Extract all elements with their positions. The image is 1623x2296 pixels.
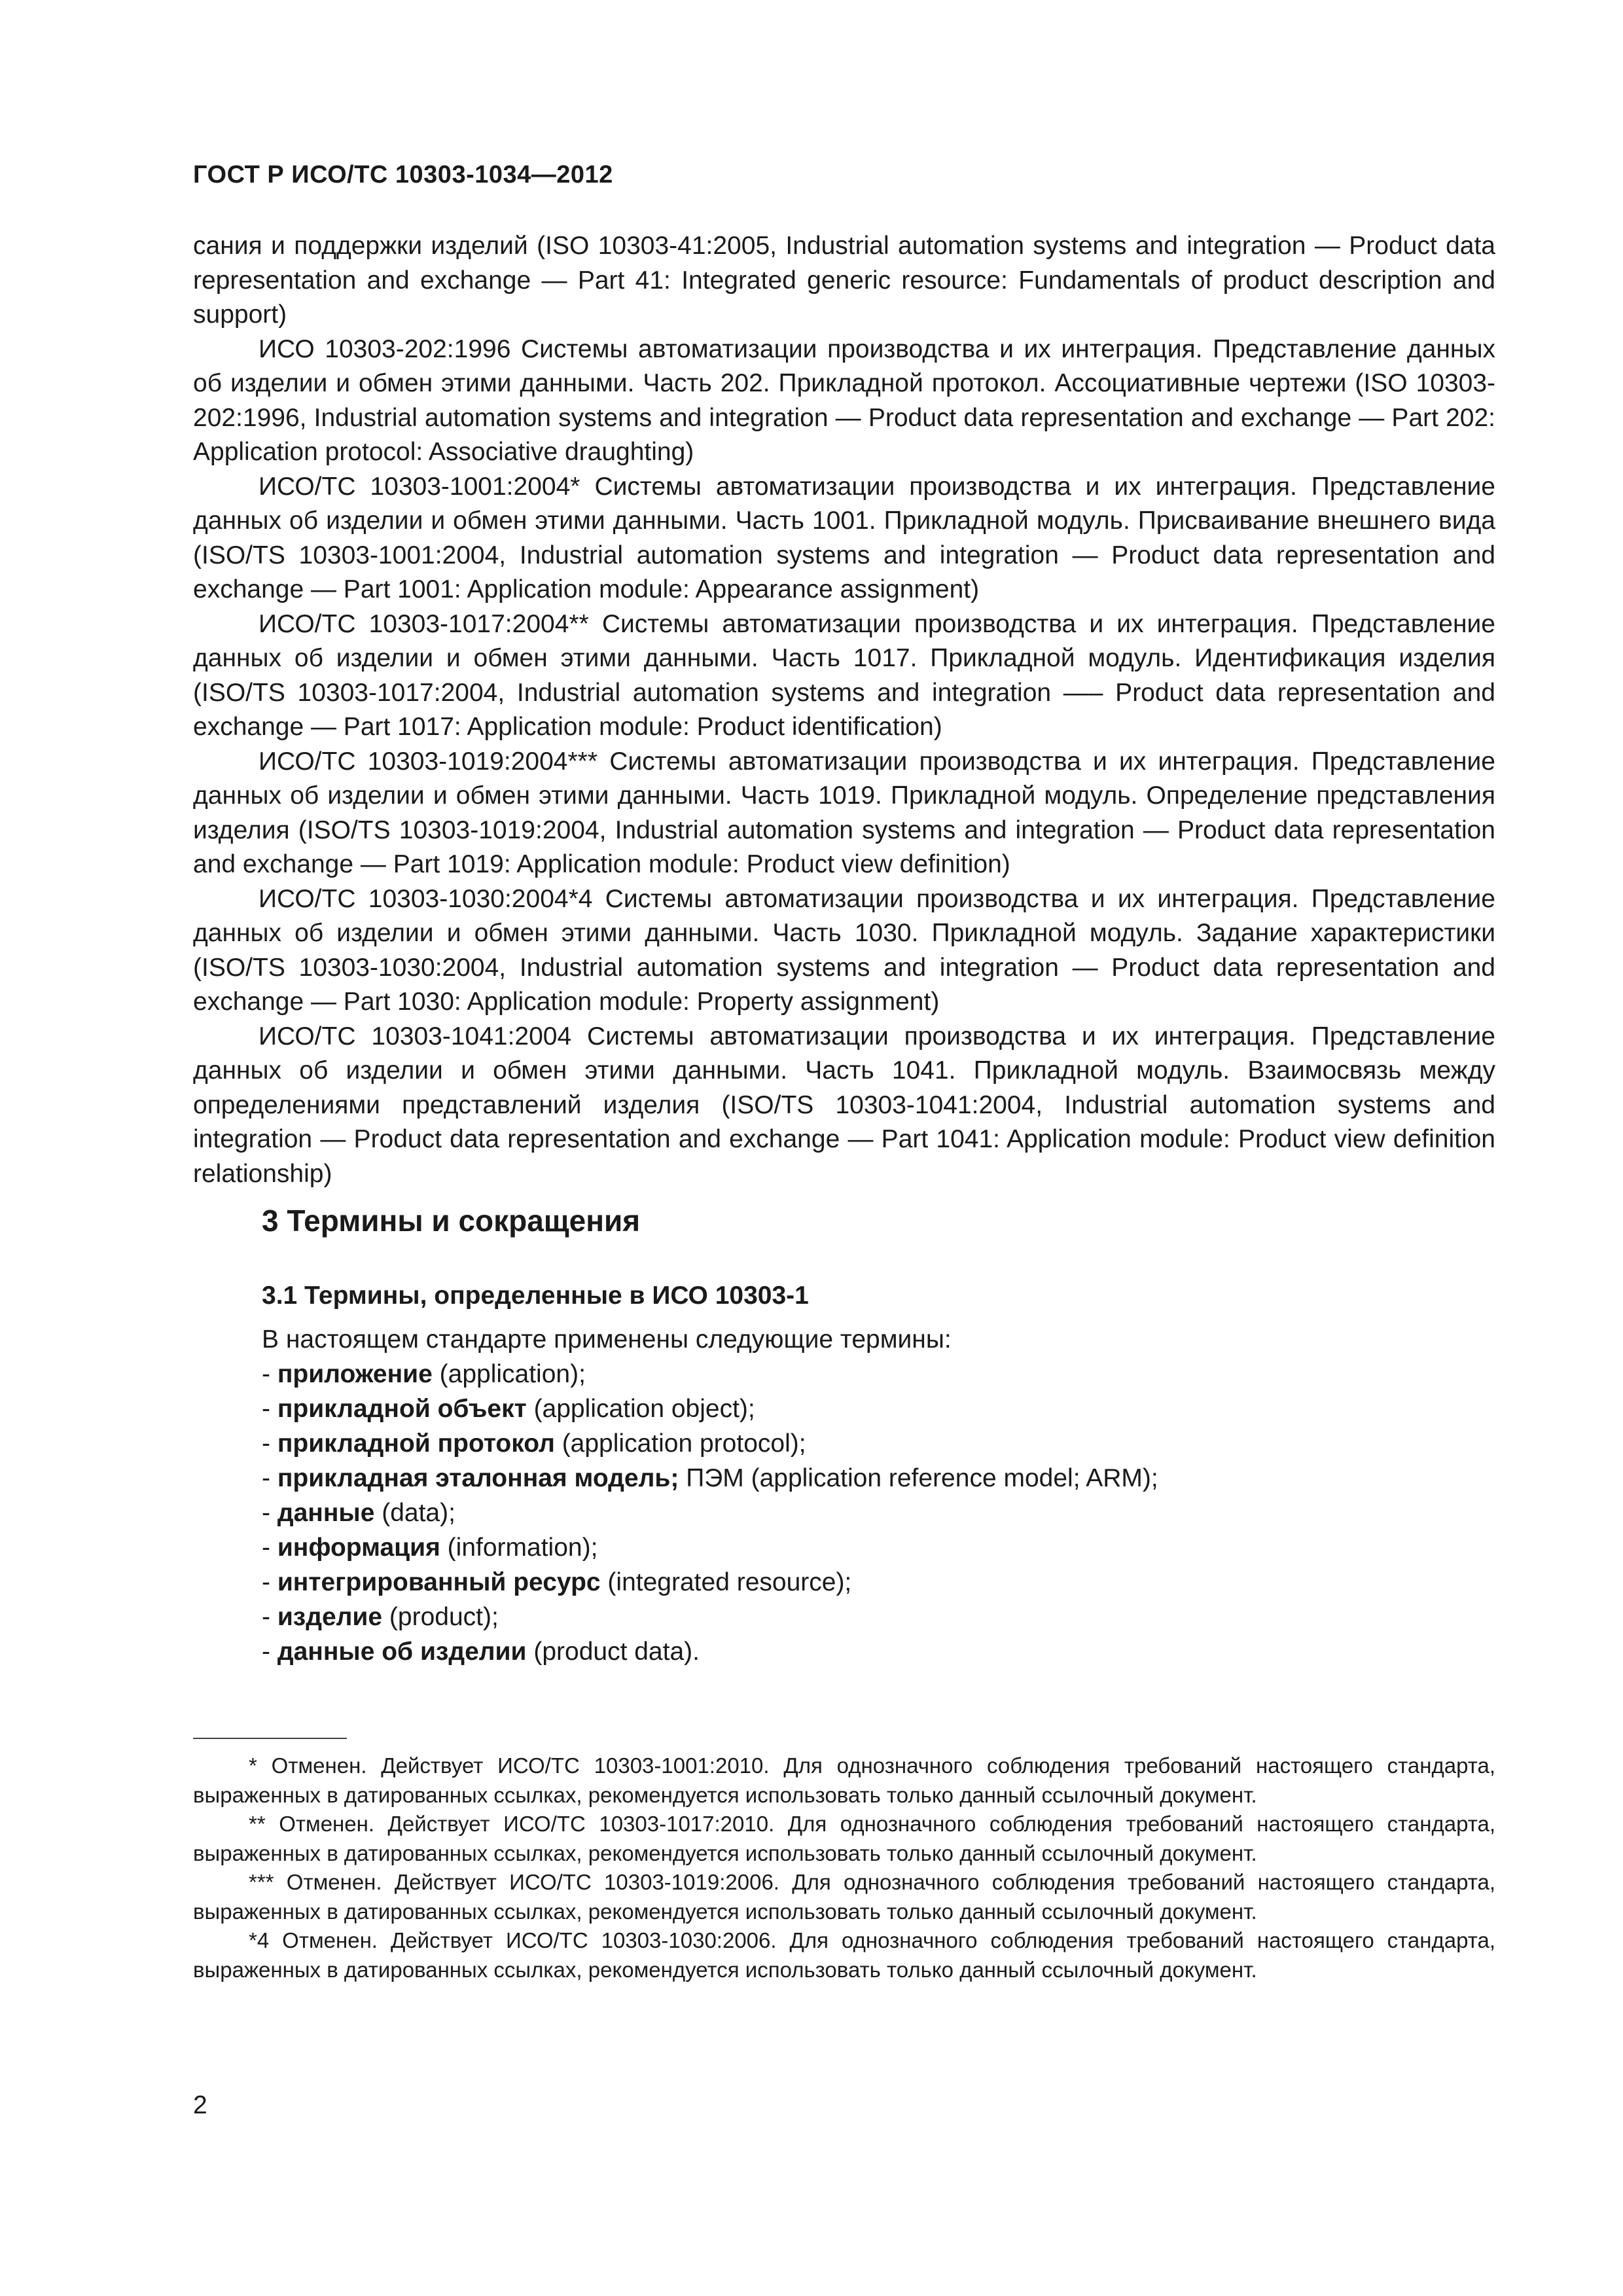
term-name: данные об изделии xyxy=(277,1638,527,1666)
footnote: *** Отменен. Действует ИСО/ТС 10303-1019:2006. Для однозначного соблюдения требований настоящего стандарта, выраженных в датированных ссылках, рекомендуется использовать только данный ссылочный документ. xyxy=(193,1870,1495,1924)
term-name: изделие xyxy=(277,1603,383,1631)
terms-intro: В настоящем стандарте применены следующие термины: xyxy=(262,1325,952,1354)
term-item: - изделие (product); xyxy=(262,1603,499,1631)
term-item: - данные (data); xyxy=(262,1499,455,1527)
footnotes-block xyxy=(193,1751,1495,1984)
page-number: 2 xyxy=(193,2091,207,2119)
document-header: ГОСТ Р ИСО/ТС 10303-1034—2012 xyxy=(193,161,613,188)
reference-paragraph: ИСО/ТС 10303-1030:2004*4 Системы автоматизации производства и их интеграция. Представление данных об изделии и обмен этими данными. Часть 1030. Прикладной модуль. Задание характеристики (ISO/TS 10303-1030:2004, Industrial automation systems and integration — Product data representation and exchange — Part 1030: Application module: Property assignment) xyxy=(193,884,1495,1016)
reference-paragraph: ИСО/ТС 10303-1001:2004* Системы автоматизации производства и их интеграция. Представление данных об изделии и обмен этими данными. Часть 1001. Прикладной модуль. Присваивание внешнего вида (ISO/TS 10303-1001:2004, Industrial automation systems and integration — Product data representation and exchange — Part 1001: Application module: Appearance assignment) xyxy=(193,472,1495,603)
term-name: прикладная эталонная модель; xyxy=(277,1464,679,1492)
term-translation: (product data). xyxy=(526,1638,700,1666)
footnote: * Отменен. Действует ИСО/ТС 10303-1001:2010. Для однозначного соблюдения требований настоящего стандарта, выраженных в датированных ссылках, рекомендуется использовать только данный ссылочный документ. xyxy=(193,1753,1495,1807)
footnote: ** Отменен. Действует ИСО/ТС 10303-1017:2010. Для однозначного соблюдения требований настоящего стандарта, выраженных в датированных ссылках, рекомендуется использовать только данный ссылочный документ. xyxy=(193,1812,1495,1865)
subsection-heading: 3.1 Термины, определенные в ИСО 10303-1 xyxy=(262,1282,809,1310)
term-item: - прикладной объект (application object); xyxy=(262,1395,755,1423)
term-translation: (application protocol); xyxy=(554,1429,806,1458)
footnote: *4 Отменен. Действует ИСО/ТС 10303-1030:2006. Для однозначного соблюдения требований настоящего стандарта, выраженных в датированных ссылках, рекомендуется использовать только данный ссылочный документ. xyxy=(193,1928,1495,1982)
term-name: приложение xyxy=(277,1360,433,1388)
term-name: данные xyxy=(277,1499,375,1527)
term-name: информация xyxy=(277,1534,440,1562)
reference-paragraph: ИСО 10303-202:1996 Системы автоматизации производства и их интеграция. Представление данных об изделии и обмен этими данными. Часть 202. Прикладной протокол. Ассоциативные чертежи (ISO 10303-202:1996, Industrial automation systems and integration — Product data representation and exchange — Part 202: Application protocol: Associative draughting) xyxy=(193,334,1495,466)
references-block xyxy=(193,229,1495,1191)
term-item: - интегрированный ресурс (integrated resource); xyxy=(262,1568,852,1596)
term-translation: ПЭМ (application reference model; ARM); xyxy=(679,1464,1158,1492)
term-name: прикладной объект xyxy=(277,1395,527,1423)
term-translation: (information); xyxy=(440,1534,598,1562)
footnote-divider xyxy=(193,1738,347,1739)
term-item: - прикладная эталонная модель; ПЭМ (application reference model; ARM); xyxy=(262,1464,1158,1492)
term-name: интегрированный ресурс xyxy=(277,1568,601,1596)
reference-paragraph: сания и поддержки изделий (ISO 10303-41:2005, Industrial automation systems and integration — Product data representation and exchange — Part 41: Integrated generic resource: Fundamentals of product description and support) xyxy=(193,232,1495,329)
reference-paragraph: ИСО/ТС 10303-1017:2004** Системы автоматизации производства и их интеграция. Представление данных об изделии и обмен этими данными. Часть 1017. Прикладной модуль. Идентификация изделия (ISO/TS 10303-1017:2004, Industrial automation systems and integration —– Product data representation and exchange — Part 1017: Application module: Product identification) xyxy=(193,609,1495,741)
document-page xyxy=(193,0,1495,2296)
term-translation: (integrated resource); xyxy=(600,1568,852,1596)
terms-list xyxy=(262,1357,1158,1669)
term-translation: (application object); xyxy=(526,1395,755,1423)
section-heading: 3 Термины и сокращения xyxy=(262,1204,641,1238)
term-translation: (application); xyxy=(432,1360,586,1388)
term-item: - прикладной протокол (application protocol); xyxy=(262,1429,806,1458)
term-translation: (data); xyxy=(374,1499,455,1527)
term-name: прикладной протокол xyxy=(277,1429,555,1458)
term-item: - приложение (application); xyxy=(262,1360,586,1388)
term-translation: (product); xyxy=(382,1603,499,1631)
reference-paragraph: ИСО/ТС 10303-1041:2004 Системы автоматизации производства и их интеграция. Представление данных об изделии и обмен этими данными. Часть 1041. Прикладной модуль. Взаимосвязь между определениями представлений изделия (ISO/TS 10303-1041:2004, Industrial automation systems and integration — Product data representation and exchange — Part 1041: Application module: Product view definition relationship) xyxy=(193,1022,1495,1188)
term-item: - данные об изделии (product data). xyxy=(262,1638,700,1666)
term-item: - информация (information); xyxy=(262,1534,598,1562)
reference-paragraph: ИСО/ТС 10303-1019:2004*** Системы автоматизации производства и их интеграция. Представление данных об изделии и обмен этими данными. Часть 1019. Прикладной модуль. Определение представления изделия (ISO/TS 10303-1019:2004, Industrial automation systems and integration — Product data representation and exchange — Part 1019: Application module: Product view definition) xyxy=(193,747,1495,878)
